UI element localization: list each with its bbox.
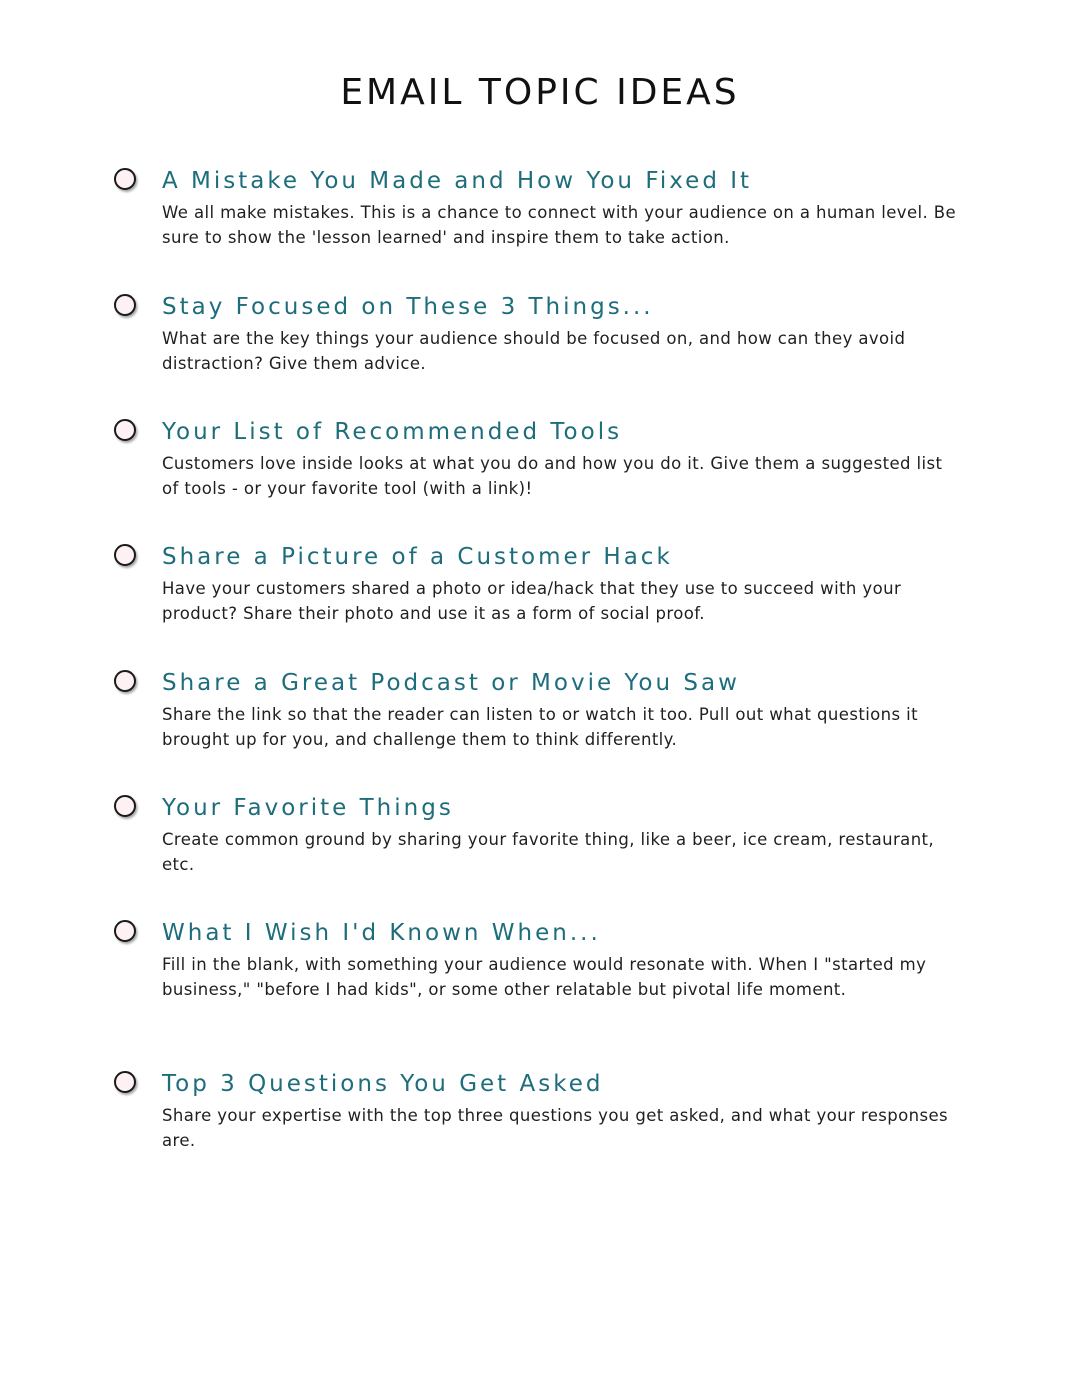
checkbox-circle-icon[interactable] <box>114 670 136 692</box>
topic-item <box>112 166 972 292</box>
topic-item <box>112 668 972 793</box>
topic-description: Fill in the blank, with something your audience would resonate with. When I "started my business," "before I had kids", or some other relatable but pivotal life moment. <box>162 955 927 999</box>
topic-item <box>112 1069 972 1169</box>
checkbox-circle-icon[interactable] <box>114 920 136 942</box>
page-title: EMAIL TOPIC IDEAS <box>340 72 740 113</box>
topic-description: We all make mistakes. This is a chance to connect with your audience on a human level. Be sure to show the 'lesson learned' and inspire them to take action. <box>162 203 957 247</box>
topic-title: Stay Focused on These 3 Things... <box>162 294 654 320</box>
topic-item <box>112 918 972 1069</box>
topic-item <box>112 542 972 668</box>
checkbox-circle-icon[interactable] <box>114 544 136 566</box>
topic-title: What I Wish I'd Known When... <box>162 920 601 946</box>
checkbox-circle-icon[interactable] <box>114 795 136 817</box>
topic-title: Your Favorite Things <box>162 795 454 821</box>
topic-title: Your List of Recommended Tools <box>162 419 623 445</box>
topic-description: Share your expertise with the top three questions you get asked, and what your responses are. <box>162 1106 949 1150</box>
topic-description: What are the key things your audience should be focused on, and how can they avoid distraction? Give them advice. <box>162 329 906 373</box>
topic-title: Top 3 Questions You Get Asked <box>162 1071 604 1097</box>
topic-item <box>112 417 972 542</box>
checkbox-circle-icon[interactable] <box>114 1071 136 1093</box>
topic-description: Customers love inside looks at what you do and how you do it. Give them a suggested list of tools - or your favorite tool (with a link)! <box>162 454 943 498</box>
topic-item <box>112 793 972 918</box>
topic-list <box>112 166 972 1169</box>
checkbox-circle-icon[interactable] <box>114 168 136 190</box>
topic-item <box>112 292 972 417</box>
topic-description: Have your customers shared a photo or idea/hack that they use to succeed with your product? Share their photo and use it as a form of social proof. <box>162 579 902 623</box>
checkbox-circle-icon[interactable] <box>114 294 136 316</box>
topic-title: Share a Great Podcast or Movie You Saw <box>162 670 740 696</box>
topic-description: Create common ground by sharing your favorite thing, like a beer, ice cream, restaurant, etc. <box>162 830 935 874</box>
checkbox-circle-icon[interactable] <box>114 419 136 441</box>
topic-title: Share a Picture of a Customer Hack <box>162 544 673 570</box>
topic-description: Share the link so that the reader can listen to or watch it too. Pull out what questions it brought up for you, and challenge them to think differently. <box>162 705 919 749</box>
topic-title: A Mistake You Made and How You Fixed It <box>162 168 753 194</box>
